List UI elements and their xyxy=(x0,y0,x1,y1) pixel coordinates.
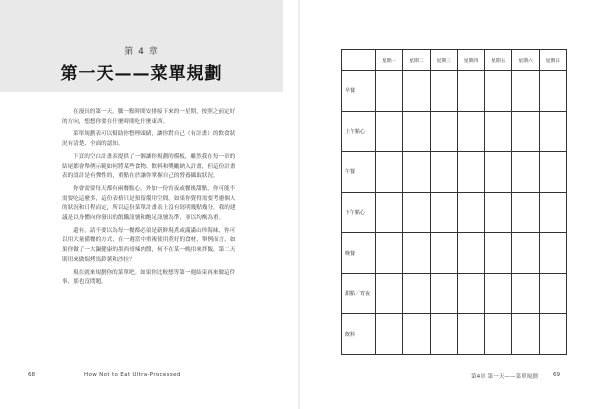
planner-cell xyxy=(457,192,484,233)
column-header: 星期二 xyxy=(403,50,430,71)
planner-cell xyxy=(485,273,512,314)
planner-row xyxy=(342,314,567,355)
row-label: 上午點心 xyxy=(342,111,376,152)
planner-cell xyxy=(403,314,430,355)
body-text xyxy=(62,108,238,291)
planner-row xyxy=(342,233,567,274)
page-number-right: 69 xyxy=(553,372,561,378)
planner-cell xyxy=(512,314,539,355)
row-label: 飲料 xyxy=(342,314,376,355)
planner-cell xyxy=(512,111,539,152)
planner-row xyxy=(342,152,567,193)
row-label: 晚餐 xyxy=(342,233,376,274)
planner-cell xyxy=(539,314,566,355)
planner-cell xyxy=(430,192,457,233)
chapter-title: 第一天——菜單規劃 xyxy=(60,64,223,84)
planner-cell xyxy=(403,152,430,193)
row-label: 甜點／宵夜 xyxy=(342,273,376,314)
planner-cell xyxy=(403,273,430,314)
column-header: 星期四 xyxy=(457,50,484,71)
planner-cell xyxy=(539,192,566,233)
column-header: 星期一 xyxy=(376,50,403,71)
paragraph: 菜單規劃表可以幫助你整理頭緒，讓你對自己（有計畫）的飲食狀況有清楚、全面的認知。 xyxy=(62,131,236,148)
chapter-label: 第 4 章 xyxy=(124,47,159,57)
planner-cell xyxy=(376,192,403,233)
planner-row xyxy=(342,71,567,112)
planner-cell xyxy=(430,273,457,314)
planner-cell xyxy=(512,192,539,233)
planner-cell xyxy=(485,233,512,274)
page-number-left: 68 xyxy=(28,372,36,378)
planner-cell xyxy=(539,71,566,112)
row-label: 早餐 xyxy=(342,71,376,112)
planner-row xyxy=(342,111,567,152)
planner-cell xyxy=(457,233,484,274)
paragraph: 現在就來規劃你的菜單吧。如果你比較想等第一週結束再來做這件事，那也沒問題。 xyxy=(62,269,236,286)
planner-cell xyxy=(403,233,430,274)
planner-row xyxy=(342,273,567,314)
planner-cell xyxy=(485,152,512,193)
planner-cell xyxy=(430,233,457,274)
planner-cell xyxy=(512,152,539,193)
column-header: 星期三 xyxy=(430,50,457,71)
planner-cell xyxy=(512,71,539,112)
planner-cell xyxy=(485,192,512,233)
planner-cell xyxy=(376,233,403,274)
menu-planner-table xyxy=(341,49,567,355)
row-label: 午餐 xyxy=(342,152,376,193)
planner-cell xyxy=(539,273,566,314)
planner-cell xyxy=(457,111,484,152)
planner-cell xyxy=(457,71,484,112)
paragraph: 在漫長的第一天，騰一點時間安排接下來的一星期，按照之前定好的方向，想想你要在什麼時間吃什麼東西。 xyxy=(62,109,236,125)
planner-cell xyxy=(485,71,512,112)
planner-cell xyxy=(430,71,457,112)
planner-cell xyxy=(376,111,403,152)
planner-cell xyxy=(403,71,430,112)
planner-cell xyxy=(512,273,539,314)
planner-cell xyxy=(512,233,539,274)
planner-cell xyxy=(403,111,430,152)
column-header: 星期日 xyxy=(539,50,566,71)
planner-cell xyxy=(457,273,484,314)
planner-row xyxy=(342,192,567,233)
paragraph: 還有，請不要以為每一餐都必須是新鮮現煮或滿滿山珍海味，你可以用大量備餐的方式，在一週當中重複使用煮好的食材，舉例而言，如果你做了一大鍋健康的墨西哥辣肉醬，何不在某一晚用來拌飯，第二天則用來做焗烤馬鈴薯和沙拉？ xyxy=(62,227,236,263)
planner-cell xyxy=(539,152,566,193)
planner-cell xyxy=(539,233,566,274)
planner-header-row xyxy=(342,50,567,71)
running-footer-right: 第4章 第一天——菜單規劃 xyxy=(471,374,538,380)
planner-cell xyxy=(403,192,430,233)
running-footer-left: How Not to Eat Ultra-Processed xyxy=(84,372,181,378)
planner-cell xyxy=(376,71,403,112)
paragraph: 下頁的空白計畫表提供了一個讓你規劃的模板，雖然我在每一章的結尾都會舉例示範如何將某些食物、飲料和獎勵納入計畫，但這份計畫表的設計是有彈性的，重點在於讓你掌握自己的營養攝取狀況。 xyxy=(62,153,236,180)
planner-cell xyxy=(485,111,512,152)
corner-cell xyxy=(342,50,376,71)
planner-cell xyxy=(430,314,457,355)
planner-cell xyxy=(539,111,566,152)
planner-cell xyxy=(457,152,484,193)
row-label: 下午點心 xyxy=(342,192,376,233)
paragraph: 你會需要每天都有兩餐點心，外加一份宵夜或餐後甜點，你可能不需要吃這麼多，這份表格只是預留備用空間。如果你覺得需要考慮個人的狀況和日程而定，所以這份菜單計畫表上沒有寫明幾點幾分，我的建議是以身體向你發出的飢餓訊號和飽足訊號為準，並以均衡為重。 xyxy=(62,185,236,222)
planner-cell xyxy=(457,314,484,355)
planner-cell xyxy=(485,314,512,355)
column-header: 星期五 xyxy=(485,50,512,71)
planner-cell xyxy=(430,111,457,152)
column-header: 星期六 xyxy=(512,50,539,71)
planner-cell xyxy=(376,314,403,355)
planner-cell xyxy=(376,152,403,193)
planner-cell xyxy=(376,273,403,314)
planner-cell xyxy=(430,152,457,193)
